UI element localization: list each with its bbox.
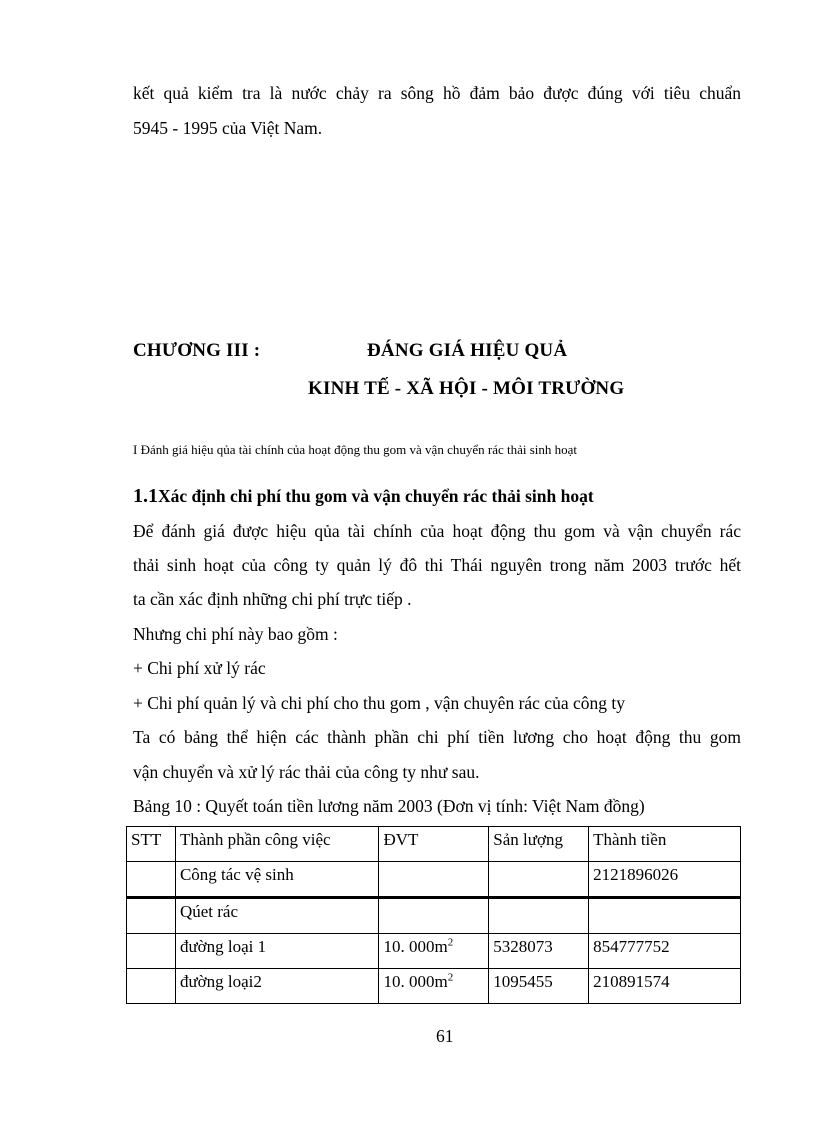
table-row [127, 969, 741, 1004]
cell-stt [127, 862, 176, 898]
cell-amount [589, 898, 741, 934]
chapter-title-line-1: ĐÁNG GIÁ HIỆU QUẢ [367, 340, 568, 361]
body-p2: Nhưng chi phí này bao gồm : [133, 624, 338, 644]
table-header-row [127, 827, 741, 862]
header-amount: Thành tiền [589, 827, 741, 862]
header-unit: ĐVT [379, 827, 489, 862]
body-p3-line-1: Ta có bảng thể hiện các thành phần chi phí tiền lương cho hoạt động thu gom [133, 727, 741, 747]
header-task: Thành phần công việc [175, 827, 379, 862]
bullet-1: + Chi phí xử lý rác [133, 658, 266, 678]
cell-task: đường loại2 [175, 969, 379, 1004]
cell-quantity: 1095455 [489, 969, 589, 1004]
page-number: 61 [436, 1026, 454, 1046]
cell-quantity [489, 862, 589, 898]
cell-unit: 10. $000m^2$ [379, 934, 489, 969]
table-caption: Bảng 10 : Quyết toán tiền lương năm 2003 (Đơn vị tính: Việt Nam đồng) [133, 796, 645, 816]
section-i-heading: I Đánh giá hiệu qủa tài chính của hoạt động thu gom và vận chuyển rác thải sinh hoạt [133, 442, 578, 457]
cell-task: Công tác vệ sinh [175, 862, 379, 898]
cell-quantity [489, 898, 589, 934]
top-paragraph-line-2: 5945 - 1995 của Việt Nam. [133, 118, 323, 138]
header-stt: STT [127, 827, 176, 862]
body-p1-line-3: ta cần xác định những chi phí trực tiếp . [133, 589, 412, 609]
cell-stt [127, 898, 176, 934]
body-p3-line-2: vận chuyển và xử lý rác thải của công ty như sau. [133, 762, 480, 782]
bullet-2: + Chi phí quản lý và chi phí cho thu gom , vận chuyên rác của công ty [133, 693, 625, 713]
cell-amount: 2121896026 [589, 862, 741, 898]
salary-table [126, 826, 741, 1004]
cell-task: Qúet rác [175, 898, 379, 934]
table-row [127, 898, 741, 934]
cell-task: đường loại 1 [175, 934, 379, 969]
section-number: 1.1 [133, 485, 158, 507]
section-title: Xác định chi phí thu gom và vận chuyển rác thải sinh hoạt [158, 486, 594, 506]
cell-stt [127, 969, 176, 1004]
cell-quantity: 5328073 [489, 934, 589, 969]
cell-unit [379, 862, 489, 898]
body-p1-line-2: thải sinh hoạt của công ty quản lý đô thi Thái nguyên trong năm 2003 trước hết [133, 555, 741, 575]
cell-unit [379, 898, 489, 934]
chapter-title-line-2: KINH TẾ - XÃ HỘI - MÔI TRƯỜNG [308, 378, 625, 399]
cell-stt [127, 934, 176, 969]
chapter-label: CHƯƠNG III : [133, 340, 261, 361]
table-row [127, 862, 741, 898]
cell-unit: 10. $000m^2$ [379, 969, 489, 1004]
cell-amount: 854777752 [589, 934, 741, 969]
header-quantity: Sản lượng [489, 827, 589, 862]
cell-amount: 210891574 [589, 969, 741, 1004]
section-1-1-heading [133, 485, 594, 508]
table-row [127, 934, 741, 969]
top-paragraph-line-1: kết quả kiểm tra là nước chảy ra sông hồ đảm bảo được đúng với tiêu chuẩn [133, 83, 741, 103]
body-p1-line-1: Để đánh giá được hiệu qủa tài chính của hoạt động thu gom và vận chuyển rác [133, 521, 741, 541]
